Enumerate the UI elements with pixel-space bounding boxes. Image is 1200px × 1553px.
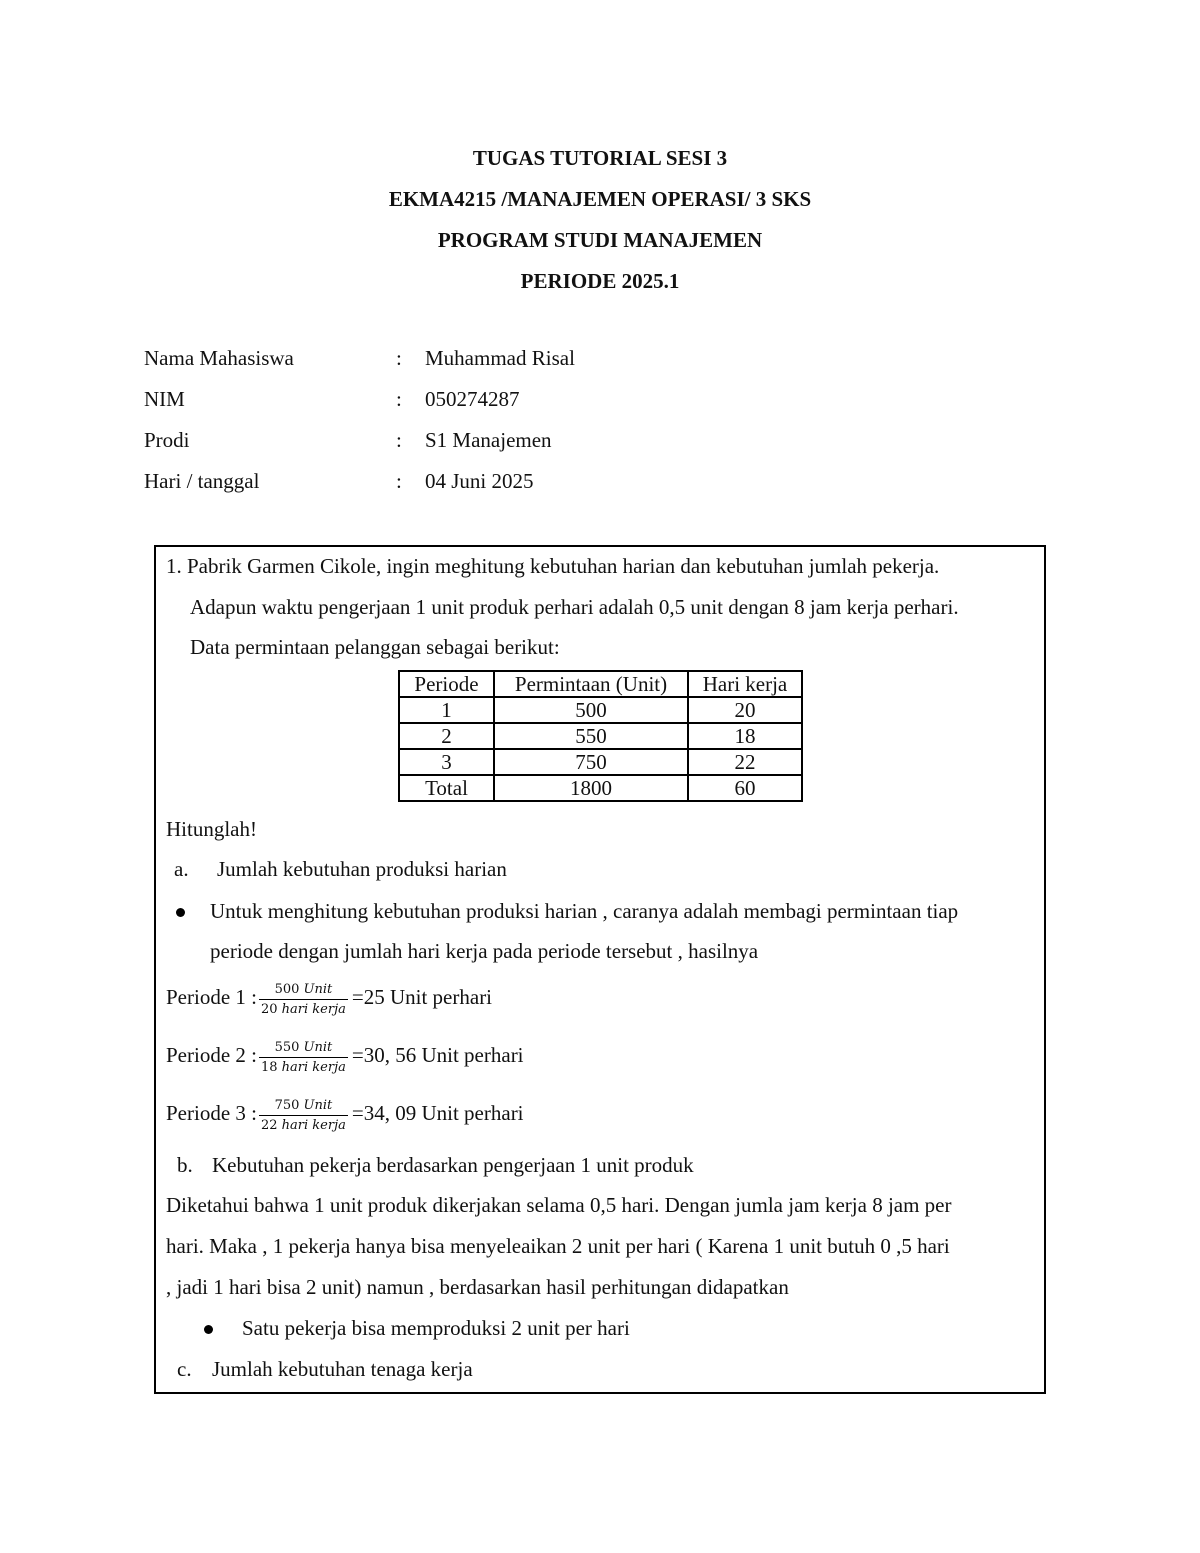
info-label: NIM [144,387,185,411]
info-label: Hari / tanggal [144,469,260,493]
denominator-unit: hari kerja [281,1059,346,1075]
numerator-value: 550 [274,1039,300,1055]
info-colon: : [396,469,402,493]
table-cell: 1800 [494,775,688,801]
item-b-marker: b. [177,1153,193,1177]
bullet-icon [176,908,185,917]
table-header-cell: Hari kerja [688,671,802,697]
header-period: PERIODE 2025.1 [520,269,680,293]
calc-label: Periode 2 : [166,1043,257,1067]
denominator-unit: hari kerja [281,1117,346,1133]
table-cell: 20 [688,697,802,723]
table-row [399,697,802,723]
info-value: S1 Manajemen [425,428,552,452]
info-colon: : [396,346,402,370]
info-colon: : [396,428,402,452]
info-colon: : [396,387,402,411]
denominator-unit: hari kerja [281,1001,346,1017]
bullet-a-line-2: periode dengan jumlah hari kerja pada periode tersebut , hasilnya [210,939,759,963]
header-title: TUGAS TUTORIAL SESI 3 [472,146,728,170]
student-info [144,340,844,504]
item-b-line-3: , jadi 1 hari bisa 2 unit) namun , berdasarkan hasil perhitungan didapatkan [166,1275,789,1299]
fraction [259,982,348,1017]
item-b-line-1: Diketahui bahwa 1 unit produk dikerjakan selama 0,5 hari. Dengan jumla jam kerja 8 jam per [166,1193,952,1217]
table-cell: 750 [494,749,688,775]
table-cell: 2 [399,723,494,749]
numerator-value: 750 [274,1097,300,1113]
item-c-marker: c. [177,1357,192,1381]
document-header [0,138,1200,302]
table-cell: 60 [688,775,802,801]
bullet-icon [204,1325,213,1334]
fraction [259,1098,348,1133]
table-row [399,749,802,775]
table-header-cell: Permintaan (Unit) [494,671,688,697]
calc-result: =34, 09 Unit perhari [351,1101,524,1125]
denominator-value: 22 [260,1117,278,1133]
question-line-1: 1. Pabrik Garmen Cikole, ingin meghitung kebutuhan harian dan kebutuhan jumlah pekerja. [166,554,940,578]
item-a-text: Jumlah kebutuhan produksi harian [217,857,507,881]
fraction [259,1040,348,1075]
table-cell: 22 [688,749,802,775]
bullet-b-text: Satu pekerja bisa memproduksi 2 unit per hari [242,1316,630,1340]
numerator-value: 500 [274,981,300,997]
table-header-cell: Periode [399,671,494,697]
table-header-row [399,671,802,697]
info-value: 04 Juni 2025 [425,469,534,493]
table-cell: 500 [494,697,688,723]
calc-result: =25 Unit perhari [351,985,493,1009]
info-row-nim [144,381,844,422]
denominator-value: 20 [260,1001,278,1017]
numerator-unit: Unit [303,981,333,997]
table-row [399,723,802,749]
info-label: Nama Mahasiswa [144,346,294,370]
table-cell: Total [399,775,494,801]
calc-periode-3 [166,1093,524,1133]
header-course: EKMA4215 /MANAJEMEN OPERASI/ 3 SKS [388,187,812,211]
item-b-line-2: hari. Maka , 1 pekerja hanya bisa menyeleaikan 2 unit per hari ( Karena 1 unit butuh 0 ,5 hari [166,1234,950,1258]
item-a-marker: a. [174,857,189,881]
calc-periode-2 [166,1035,524,1075]
calc-result: =30, 56 Unit perhari [351,1043,524,1067]
numerator-unit: Unit [303,1039,333,1055]
info-row-date [144,463,844,504]
info-row-prodi [144,422,844,463]
table-cell: 3 [399,749,494,775]
info-row-name [144,340,844,381]
answer-box [154,545,1046,1394]
table-cell: 1 [399,697,494,723]
table-cell: 550 [494,723,688,749]
demand-table [398,670,803,802]
item-c-text: Jumlah kebutuhan tenaga kerja [212,1357,473,1381]
hitunglah-label: Hitunglah! [166,817,257,841]
calc-label: Periode 3 : [166,1101,257,1125]
table-cell: 18 [688,723,802,749]
denominator-value: 18 [260,1059,278,1075]
info-value: Muhammad Risal [425,346,575,370]
table-total-row [399,775,802,801]
numerator-unit: Unit [303,1097,333,1113]
item-b-text: Kebutuhan pekerja berdasarkan pengerjaan 1 unit produk [212,1153,694,1177]
calc-periode-1 [166,977,492,1017]
header-program: PROGRAM STUDI MANAJEMEN [437,228,763,252]
bullet-a-line-1: Untuk menghitung kebutuhan produksi harian , caranya adalah membagi permintaan tiap [210,899,959,923]
info-label: Prodi [144,428,190,452]
calc-label: Periode 1 : [166,985,257,1009]
question-line-3: Data permintaan pelanggan sebagai berikut: [190,635,560,659]
question-line-2: Adapun waktu pengerjaan 1 unit produk perhari adalah 0,5 unit dengan 8 jam kerja perhari. [190,595,959,619]
info-value: 050274287 [425,387,520,411]
